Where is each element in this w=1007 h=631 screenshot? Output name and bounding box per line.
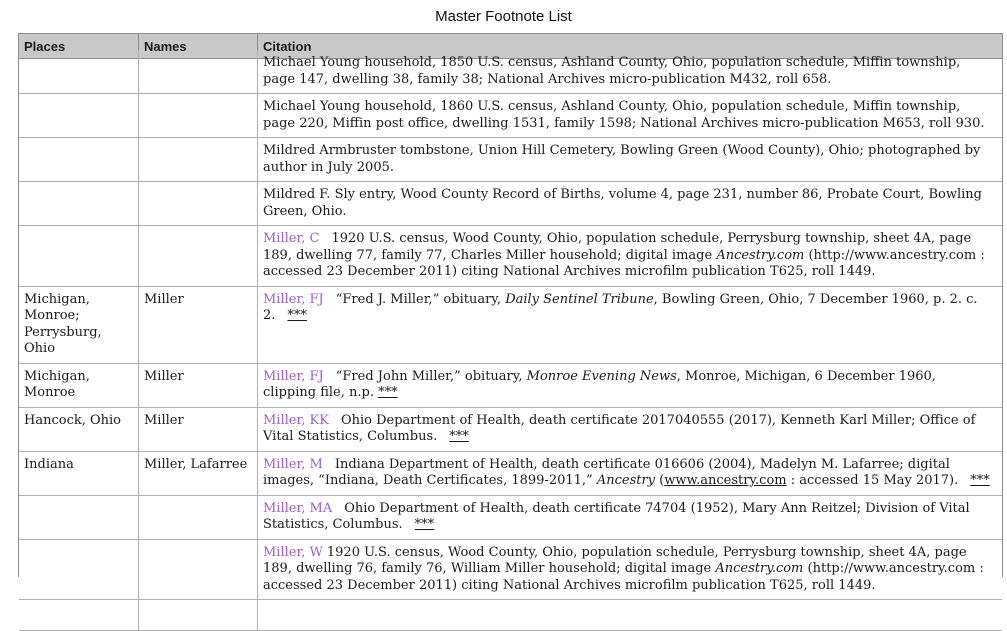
citation-cell[interactable] [258, 50, 1000, 93]
citation-text: Mildred F. Sly entry, Wood County Record of Births, volume 4, page 231, number 86, Probate Court, Bowling Green, Ohio. [263, 187, 982, 219]
names-cell[interactable] [139, 138, 258, 181]
citation-cell[interactable] [258, 287, 1000, 363]
places-cell[interactable] [19, 94, 139, 137]
places-cell[interactable] [19, 138, 139, 181]
reference-link[interactable]: Miller, MA [263, 500, 333, 516]
names-cell[interactable]: Miller [139, 408, 258, 451]
places-cell[interactable]: Michigan, Monroe [19, 364, 139, 407]
window-title: Master Footnote List [435, 8, 572, 25]
names-cell[interactable] [139, 182, 258, 225]
citation-italic: Monroe Evening News [526, 368, 677, 384]
citation-text: ( [655, 473, 665, 488]
column-header-citation[interactable]: Citation [263, 39, 312, 54]
citation-text: : accessed 15 May 2017). [786, 473, 959, 488]
table-row[interactable] [19, 138, 1002, 182]
reference-link[interactable]: Miller, KK [263, 412, 329, 428]
citation-italic: Ancestry.com [716, 247, 805, 263]
citation-text: Ohio Department of Health, death certificate 2017040555 (2017), Kenneth Karl Miller; Office of Vital Statistics, Columbus. [263, 412, 976, 444]
citation-cell[interactable] [258, 226, 1000, 286]
names-cell[interactable] [139, 50, 258, 93]
places-cell[interactable]: Indiana [19, 452, 139, 495]
citation-text: “Fred J. Miller,” obituary, [335, 291, 506, 307]
table-row[interactable] [19, 364, 1002, 408]
citation-text: Indiana Department of Health, death certificate 016606 (2004), Madelyn M. Lafarree; digital images, “Indiana, Death Certificates, 1899-2011,” [263, 456, 950, 488]
table-row[interactable] [19, 452, 1002, 496]
names-cell[interactable] [139, 540, 258, 600]
table-row[interactable] [19, 600, 1002, 631]
names-cell[interactable]: Miller [139, 364, 258, 407]
citation-text: , Monroe, Michigan, 6 December 1960, clipping file, n.p. [263, 368, 936, 400]
reference-link[interactable]: Miller, W [263, 544, 323, 560]
column-header-places[interactable]: Places [19, 34, 139, 58]
source-stars-link[interactable]: *** [378, 385, 398, 400]
places-cell[interactable] [19, 540, 139, 600]
source-stars-link[interactable]: *** [287, 308, 307, 323]
names-cell[interactable] [139, 94, 258, 137]
citation-italic: Ancestry.com [715, 561, 804, 576]
places-cell[interactable] [19, 182, 139, 225]
places-cell[interactable] [19, 226, 139, 286]
places-cell[interactable]: Hancock, Ohio [19, 408, 139, 451]
reference-link[interactable]: Miller, C [263, 231, 320, 246]
table-row[interactable] [19, 50, 1002, 94]
citation-url[interactable]: www.ancestry.com [664, 473, 787, 488]
citation-cell[interactable] [258, 182, 1000, 225]
citation-cell[interactable] [258, 452, 1000, 495]
citation-italic: Daily Sentinel Tribune [505, 291, 654, 307]
table-row[interactable] [19, 408, 1002, 452]
reference-link[interactable]: Miller, FJ [263, 291, 324, 307]
names-cell[interactable]: Miller, Lafarree [139, 452, 258, 495]
citation-text: (http://www.ancestry.com : accessed 23 December 2011) citing National Archives microfilm publication T625, roll 1449. [263, 561, 984, 593]
names-cell[interactable]: Miller [139, 287, 258, 363]
table-row[interactable] [19, 94, 1002, 138]
citation-text: , Bowling Green, Ohio, 7 December 1960, p. 2. c. 2. [263, 291, 978, 323]
citation-text: 1920 U.S. census, Wood County, Ohio, population schedule, Perrysburg township, sheet 4A, page 189, dwelling 76, family 76, William Miller household; digital image [263, 544, 967, 576]
table-row[interactable] [19, 540, 1002, 601]
citation-cell[interactable] [258, 540, 1000, 600]
column-header-names[interactable]: Names [139, 34, 258, 58]
table-row[interactable] [19, 287, 1002, 364]
citation-italic: Ancestry [596, 473, 656, 488]
citation-text: (http://www.ancestry.com : accessed 23 December 2011) citing National Archives microfilm publication T625, roll 1449. [263, 247, 985, 279]
citation-text: Michael Young household, 1860 U.S. census, Ashland County, Ohio, population schedule, Miffin township, page 220, Miffin post office, dwelling 1531, family 1598; National Archives micro-publication M653, roll 930. [263, 99, 985, 131]
table-row[interactable] [19, 182, 1002, 226]
source-stars-link[interactable]: *** [970, 473, 990, 488]
reference-link[interactable]: Miller, M [263, 456, 323, 472]
table-row[interactable] [19, 226, 1002, 287]
footnote-table[interactable] [18, 33, 1003, 593]
places-cell[interactable] [19, 600, 139, 630]
citation-cell[interactable] [258, 138, 1000, 181]
citation-cell[interactable] [258, 364, 1000, 407]
names-cell[interactable] [139, 496, 258, 539]
places-cell[interactable] [19, 50, 139, 93]
table-body [19, 50, 1002, 631]
citation-cell[interactable] [258, 408, 1000, 451]
names-cell[interactable] [139, 600, 258, 630]
reference-link[interactable]: Miller, FJ [263, 368, 324, 384]
citation-text: Ohio Department of Health, death certificate 74704 (1952), Mary Ann Reitzel; Division of Vital Statistics, Columbus. [263, 500, 970, 532]
citation-cell[interactable] [258, 94, 1000, 137]
table-row[interactable] [19, 496, 1002, 540]
citation-text: Michael Young household, 1850 U.S. census, Ashland County, Ohio, population schedule, Miffin township, page 147, dwelling 38, family 38; National Archives micro-publication M432, roll 658. [263, 55, 961, 87]
names-cell[interactable] [139, 226, 258, 286]
places-cell[interactable]: Michigan, Monroe; Perrysburg, Ohio [19, 287, 139, 363]
citation-text: Mildred Armbruster tombstone, Union Hill Cemetery, Bowling Green (Wood County), Ohio; photographed by author in July 2005. [263, 143, 981, 175]
source-stars-link[interactable]: *** [414, 517, 435, 532]
citation-text: “Fred John Miller,” obituary, [335, 368, 527, 384]
source-stars-link[interactable]: *** [449, 429, 469, 444]
places-cell[interactable] [19, 496, 139, 539]
citation-cell[interactable] [258, 496, 1000, 539]
citation-cell[interactable] [258, 600, 1000, 630]
citation-text: 1920 U.S. census, Wood County, Ohio, population schedule, Perrysburg township, sheet 4A, page 189, dwelling 77, family 77, Charles Miller household; digital image [263, 231, 972, 263]
